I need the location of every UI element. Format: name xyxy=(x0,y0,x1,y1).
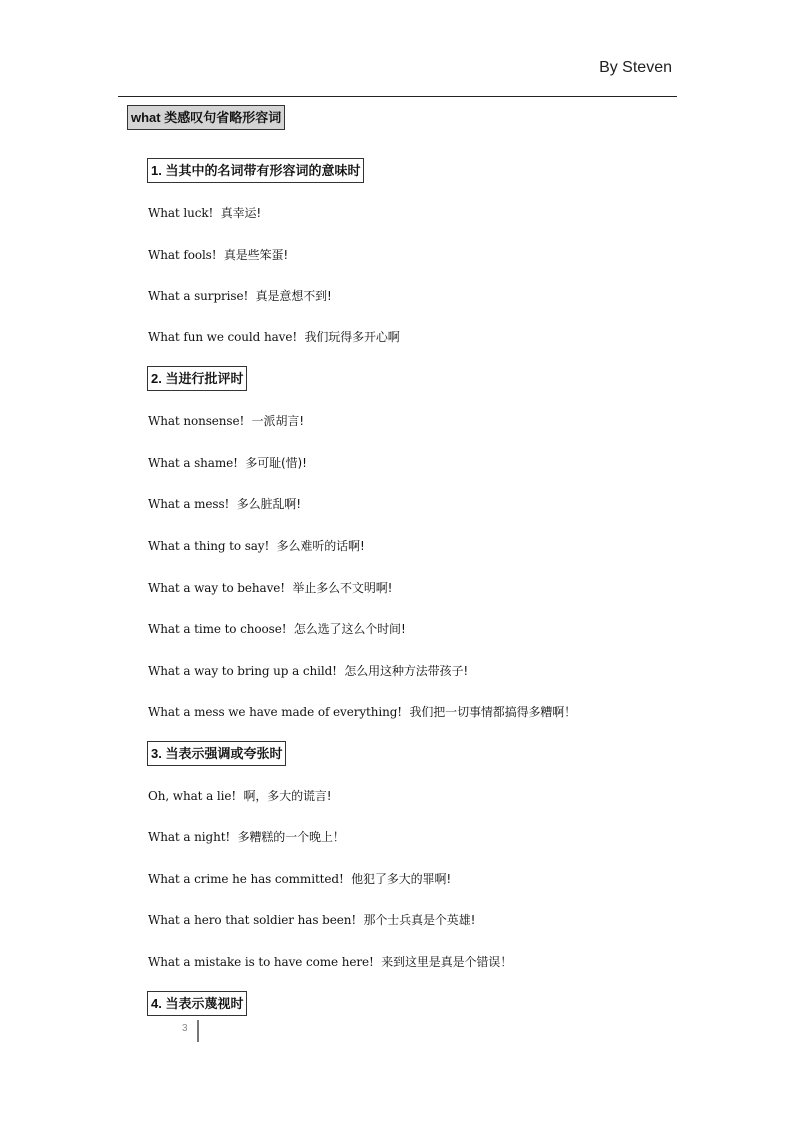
list-item xyxy=(148,704,576,720)
example-english: What a mess we have made of everything! xyxy=(148,705,403,719)
example-chinese: 那个士兵真是个英雄! xyxy=(363,913,476,927)
example-english: What a way to behave! xyxy=(148,581,285,595)
list-item xyxy=(148,288,332,304)
example-chinese: 我们把一切事情都搞得多糟啊！ xyxy=(409,705,577,719)
list-item xyxy=(148,580,392,596)
page-number: 3 xyxy=(182,1023,188,1034)
list-item xyxy=(148,247,288,263)
list-item xyxy=(148,205,261,221)
example-chinese: 一派胡言! xyxy=(251,414,304,428)
example-english: What luck! xyxy=(148,206,214,220)
example-english: Oh, what a lie! xyxy=(148,789,237,803)
example-chinese: 举止多么不文明啊! xyxy=(292,581,393,595)
example-chinese: 真幸运! xyxy=(220,206,262,220)
example-english: What a time to choose! xyxy=(148,622,287,636)
example-chinese: 真是意想不到! xyxy=(255,289,332,303)
example-english: What a shame! xyxy=(148,456,238,470)
list-item xyxy=(148,329,400,345)
example-english: What nonsense! xyxy=(148,414,245,428)
list-item xyxy=(148,496,301,512)
document-title: what 类感叹句省略形容词 xyxy=(127,105,285,130)
example-chinese: 他犯了多大的罪啊! xyxy=(351,872,452,886)
example-english: What a surprise! xyxy=(148,289,249,303)
example-chinese: 多么脏乱啊! xyxy=(236,497,301,511)
example-english: What a hero that soldier has been! xyxy=(148,913,357,927)
example-english: What fun we could have! xyxy=(148,330,298,344)
example-english: What a crime he has committed! xyxy=(148,872,344,886)
example-chinese: 怎么选了这么个时间! xyxy=(293,622,406,636)
list-item xyxy=(148,413,304,429)
example-english: What a night! xyxy=(148,830,231,844)
header-divider xyxy=(118,96,677,97)
example-chinese: 多么难听的话啊! xyxy=(276,539,365,553)
example-english: What a mistake is to have come here! xyxy=(148,955,374,969)
section-heading-1: 1. 当其中的名词带有形容词的意味时 xyxy=(147,158,364,183)
list-item xyxy=(148,829,345,845)
example-english: What a thing to say! xyxy=(148,539,270,553)
list-item xyxy=(148,912,475,928)
example-chinese: 多糟糕的一个晚上！ xyxy=(237,830,345,844)
example-chinese: 啊，多大的谎言! xyxy=(243,789,332,803)
example-chinese: 来到这里是真是个错误！ xyxy=(381,955,513,969)
section-heading-4: 4. 当表示蔑视时 xyxy=(147,991,247,1016)
list-item xyxy=(148,663,468,679)
list-item xyxy=(148,455,307,471)
section-heading-2: 2. 当进行批评时 xyxy=(147,366,247,391)
list-item xyxy=(148,871,451,887)
example-chinese: 我们玩得多开心啊 xyxy=(304,330,400,344)
example-english: What a mess! xyxy=(148,497,230,511)
list-item xyxy=(148,954,512,970)
section-heading-3: 3. 当表示强调或夸张时 xyxy=(147,741,286,766)
list-item xyxy=(148,538,365,554)
list-item xyxy=(148,621,406,637)
example-chinese: 多可耻(惜)! xyxy=(245,456,307,470)
list-item xyxy=(148,788,332,804)
example-chinese: 真是些笨蛋! xyxy=(223,248,289,262)
example-english: What a way to bring up a child! xyxy=(148,664,337,678)
page-number-bar xyxy=(197,1020,199,1042)
example-english: What fools! xyxy=(148,248,217,262)
example-chinese: 怎么用这种方法带孩子! xyxy=(344,664,469,678)
header-author: By Steven xyxy=(599,59,672,76)
